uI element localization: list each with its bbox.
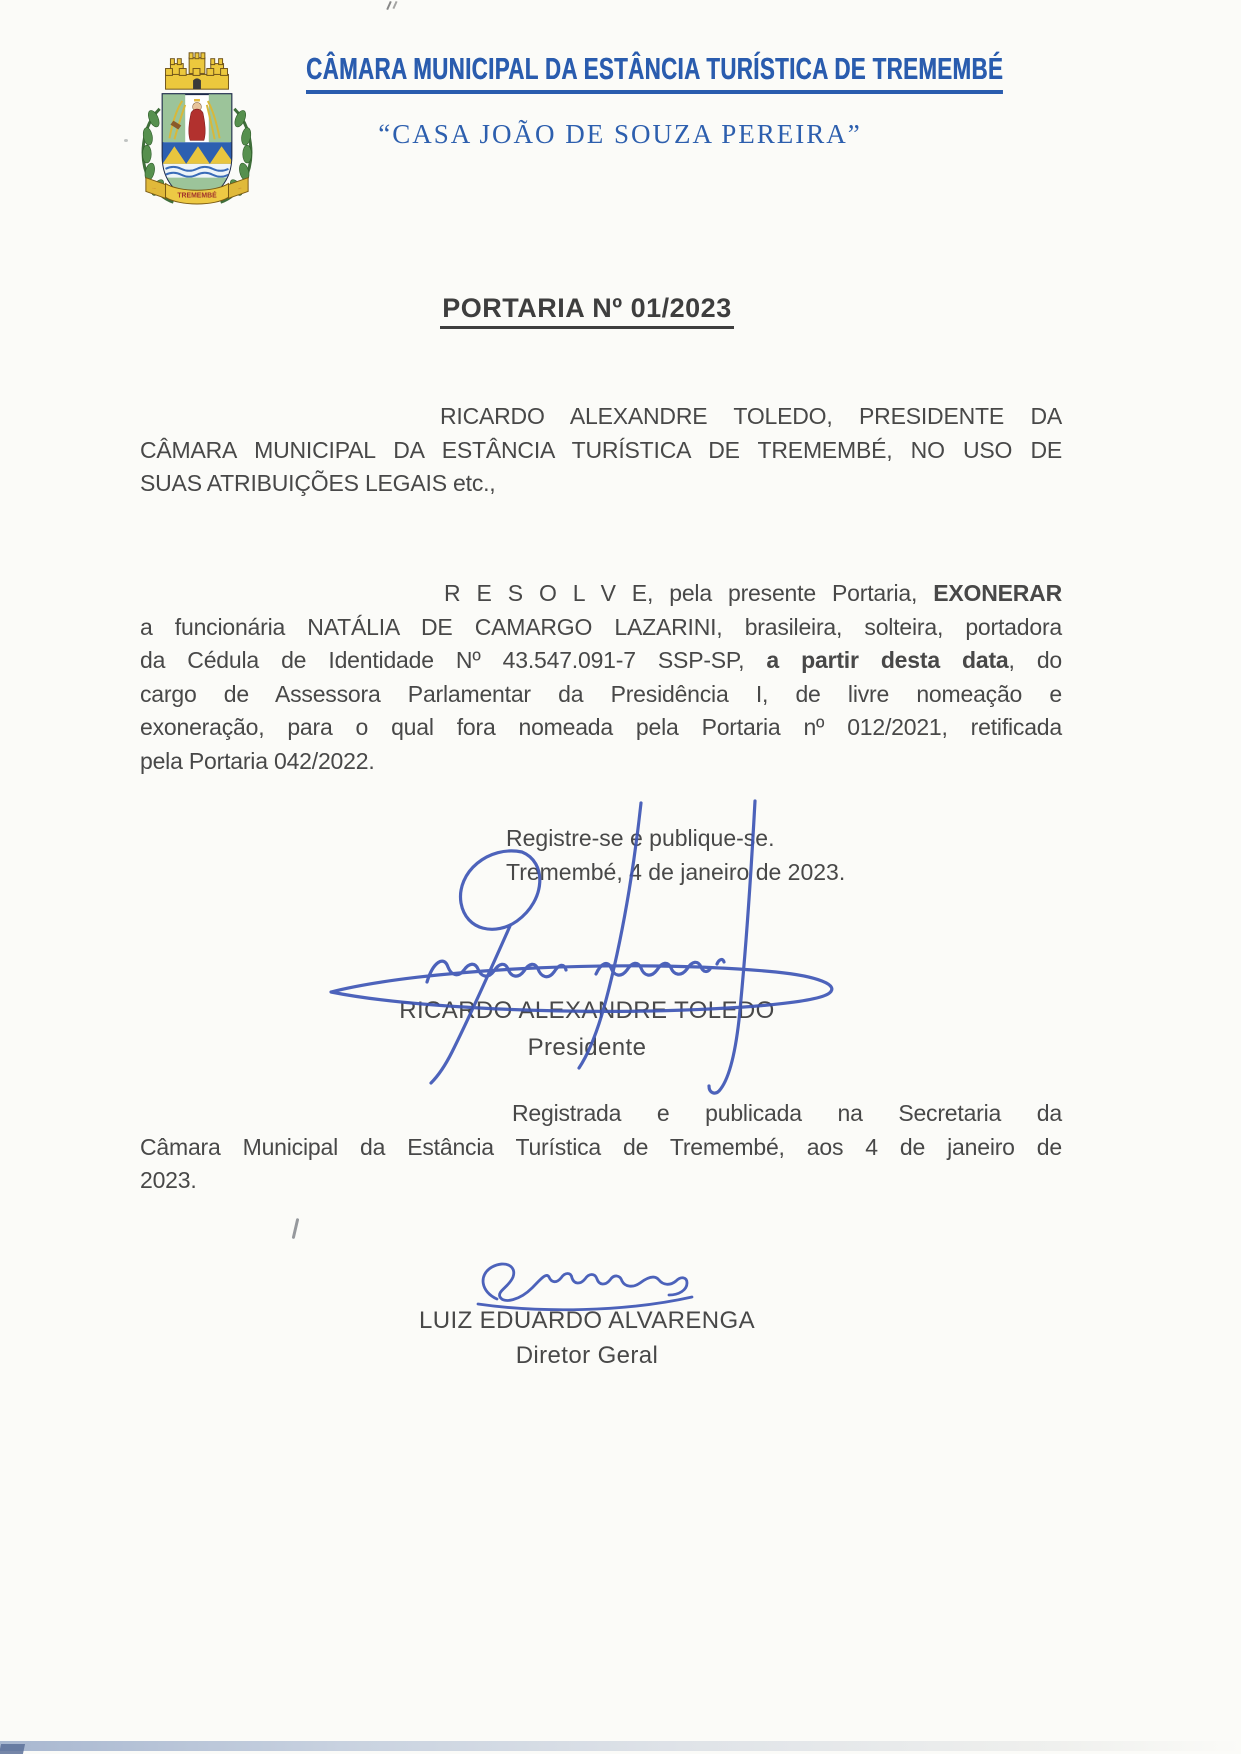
ribbon-date-left: ∙∙∙ [151,185,157,191]
header-org-name [306,50,1241,94]
director-role: Diretor Geral [515,1342,659,1369]
text-line: 2023. [140,1167,197,1194]
text-line: a funcionária NATÁLIA DE CAMARGO LAZARINI, brasileira, solteira, portadora [140,613,1062,640]
text-line: SUAS ATRIBUIÇÕES LEGAIS etc., [140,470,496,497]
header-org-name-text: CÂMARA MUNICIPAL DA ESTÂNCIA TURÍSTICA DE TREMEMBÉ [306,50,1003,94]
date-line: Tremembé, 4 de janeiro de 2023. [506,858,846,885]
scan-bottom-edge [0,1741,1241,1751]
stray-pen-tick [292,1218,299,1239]
resolve-paragraph [140,577,1062,779]
scan-top-mark [392,1,397,9]
text-line: da Cédula de Identidade Nº 43.547.091-7 SSP-SP, a partir desta data, do [140,647,1062,674]
registration-paragraph [140,1097,1062,1198]
text-line: pela Portaria 042/2022. [140,747,375,774]
president-name: RICARDO ALEXANDRE TOLEDO [399,997,775,1024]
mural-crown-icon [166,53,229,89]
text-line: CÂMARA MUNICIPAL DA ESTÂNCIA TURÍSTICA DE TREMEMBÉ, NO USO DE [140,436,1062,463]
text-line: RICARDO ALEXANDRE TOLEDO, PRESIDENTE DA [440,403,1062,429]
ribbon-text: TREMEMBÉ [177,192,217,200]
text-line: R E S O L V E, pela presente Portaria, EXONERAR [444,580,1062,606]
president-role: Presidente [527,1034,647,1061]
director-signature-ink [478,1264,692,1310]
document-title [0,293,1174,329]
text-line: Registrada e publicada na Secretaria da [512,1100,1062,1126]
document-title-text: PORTARIA Nº 01/2023 [440,293,733,329]
scan-bottom-corner [0,1744,25,1754]
ribbon-date-right: ∙∙∙ [237,185,243,191]
header-building-name: “CASA JOÃO DE SOUZA PEREIRA” [378,119,862,149]
scan-top-mark [386,1,391,10]
preamble-paragraph [140,400,1062,501]
scan-speck [124,139,128,142]
closing-block [506,822,845,889]
register-line: Registre-se e publique-se. [506,825,775,851]
director-name: LUIZ EDUARDO ALVARENGA [419,1307,755,1334]
text-line: exoneração, para o qual fora nomeada pela Portaria nº 012/2021, retificada [140,714,1062,741]
text-line: Câmara Municipal da Estância Turística de Tremembé, aos 4 de janeiro de [140,1133,1062,1160]
text-line: cargo de Assessora Parlamentar da Presidência I, de livre nomeação e [140,680,1062,707]
